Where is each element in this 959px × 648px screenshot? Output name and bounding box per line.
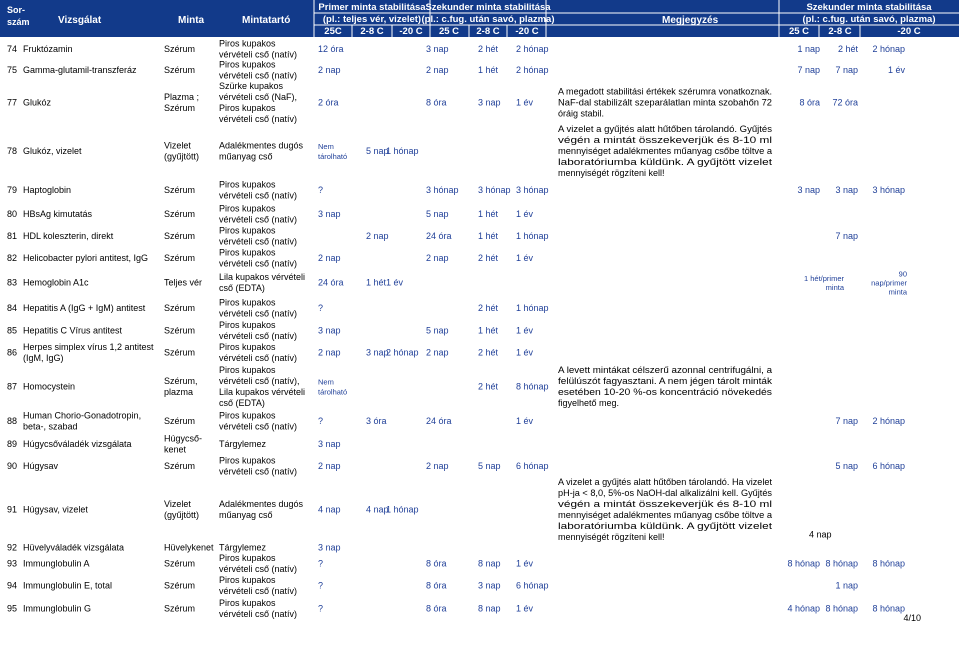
stability-value: 2 nap [426,253,449,263]
sample-type: Szérum [164,580,196,591]
sample-type: Szérum [164,603,196,614]
stability-value: ? [318,185,324,195]
test-name: Glukóz [23,97,52,108]
row-number: 92 [7,542,18,553]
table-row [7,39,905,60]
stability-value: 2 nap [318,347,341,358]
table-row [7,434,341,455]
sample-container: vérvételi cső (natív) [219,308,298,319]
stability-value: 2 óra [318,97,339,108]
sample-container: Adalékmentes dugós [219,140,304,151]
sample-container: műanyag cső [219,510,273,520]
test-name: Fruktózamin [23,44,73,54]
test-name: Hemoglobin A1c [23,277,89,288]
test-name: Immunglobulin E, total [23,580,113,591]
stability-value: 2 nap [426,65,449,75]
stability-value: 12 óra [318,44,344,54]
stability-value: 1 év [516,416,534,426]
table-row [7,411,905,432]
sample-container: Piros kupakos [219,365,276,375]
stability-value: 1 év [516,603,534,614]
stability-value: 2 hét [478,303,499,313]
secondary-stability-value: 4 nap [809,529,832,540]
table-header [0,0,959,37]
stability-value: 2 nap [318,253,341,263]
stability-value: 3 nap [478,97,501,108]
remark-text: mennyiségét rögzíteni kell! [558,532,665,542]
header-minta: Minta [178,15,205,26]
sample-container: Piros kupakos [219,410,276,421]
secondary-stability-value: 8 hónap [872,603,905,614]
table-row [7,60,905,81]
stability-value: 8 hónap [516,381,549,392]
stability-value: 2 hónap [386,347,419,358]
sample-container: vérvételi cső (natív) [219,353,298,363]
remark-text: mennyiséget adalékmentes műanyag csőbe töltve a [558,510,772,520]
table-row [7,477,832,542]
header-temp-szekunder2: -20 C [897,26,921,37]
row-number: 95 [7,603,18,614]
sample-container: vérvételi cső (natív) [219,70,298,81]
stability-value: 8 óra [426,97,447,108]
sample-type: Vizelet [164,140,191,151]
stability-value: 3 nap [426,44,449,54]
remark-text: A megadott stabilitási értékek szérumra vonatkoznak. [558,86,772,97]
remark-text: NaF-dal stabilizált szeparálatlan minta szobahőn 72 [558,97,772,108]
sample-container: vérvételi cső (natív), [219,376,300,386]
secondary-stability-value: 8 hónap [825,603,858,614]
row-number: 77 [7,97,18,108]
header-vizsgalat: Vizsgálat [58,15,102,26]
header-primer-sub: (pl.: teljes vér, vizelet) [322,14,422,25]
stability-value: tárolható [318,152,348,161]
stability-value: 3 óra [366,416,387,426]
secondary-stability-value: 6 hónap [872,461,905,471]
test-name: Helicobacter pylori antitest, IgG [23,253,149,263]
stability-value: 1 hét [478,65,499,75]
stability-value: 1 év [386,277,404,288]
sample-container: Piros kupakos [219,455,276,466]
sample-container: Szürke kupakos [219,81,284,91]
row-number: 94 [7,580,18,591]
remark-text: laboratóriumba küldünk. A gyűjtött vizelet [558,521,773,531]
stability-value: 4 nap [318,504,341,515]
test-name: Hepatitis A (IgG + IgM) antitest [23,303,146,313]
sample-container: vérvételi cső (natív) [219,114,298,124]
secondary-stability-value: 2 hónap [872,44,905,54]
sample-container: Piros kupakos [219,342,276,352]
test-name: Homocystein [23,381,76,392]
sample-container: Piros kupakos [219,203,276,214]
stability-value: 3 nap [366,347,389,358]
stability-value: 1 év [516,209,534,219]
header-mintatarto: Mintatartó [242,15,291,26]
sample-container: Piros kupakos [219,225,276,236]
sample-type: Szérum [164,303,196,313]
remark-text: A vizelet a gyűjtés alatt hűtőben tárolandó. Gyűjtés [558,124,773,134]
header-temp-primer: 2-8 C [360,26,384,37]
header-temp-szekunder1: -20 C [515,26,539,37]
sample-type: Szérum [164,65,196,75]
stability-value: 1 hónap [386,146,419,156]
secondary-stability-value: 90 [898,269,907,279]
stability-value: 1 hét [478,231,499,241]
table-row [7,543,341,553]
sample-type: Hüvelykenet [164,542,214,553]
remark-text: óráig stabil. [558,108,605,119]
remark-text: pH-ja < 8,0, 5%-os NaOH-dal alkalizálni kell. Gyűjtés [558,488,773,498]
stability-value: Nem [318,142,334,151]
sample-container: vérvételi cső (natív) [219,331,298,341]
remark-text: A levett mintákat célszerű azonnal centrifugálni, a [558,365,772,375]
secondary-stability-value: 1 nap [797,44,820,54]
stability-value: 24 óra [426,416,452,426]
stability-value: 3 nap [318,209,341,219]
sample-container: Piros kupakos [219,247,276,258]
sample-container: vérvételi cső (natív) [219,609,298,619]
secondary-stability-value: 1 nap [835,580,858,591]
stability-value: 1 hónap [516,231,549,241]
row-number: 83 [7,277,18,288]
table-row [7,270,908,297]
table-row [7,365,773,408]
sample-type: Szérum [164,325,196,336]
stability-value: 2 hónap [516,44,549,54]
stability-value: 8 nap [478,558,501,569]
stability-value: 2 hét [478,347,499,358]
sample-type: (gyűjtött) [164,510,200,520]
test-name: Haptoglobin [23,185,72,195]
row-number: 93 [7,558,18,569]
stability-value: 5 nap [426,325,449,336]
sample-type: Szérum [164,185,196,195]
sample-type: Szérum [164,461,196,471]
secondary-stability-value: 8 óra [799,97,820,108]
stability-value: 8 nap [478,603,501,614]
stability-value: 24 óra [318,277,344,288]
sample-type: Szérum [164,44,196,54]
sample-container: Piros kupakos [219,38,276,49]
stability-value: 1 év [516,253,534,263]
stability-value: 6 hónap [516,461,549,471]
sample-type: Húgycső- [164,433,203,444]
sample-type: kenet [164,444,187,455]
sample-container: vérvételi cső (natív) [219,236,298,247]
test-name: Húgycsőváladék vizsgálata [23,439,132,449]
sample-container: Piros kupakos [219,320,276,330]
header-temp-primer: 25C [324,26,342,37]
sample-container: Piros kupakos [219,598,276,608]
header-temp-szekunder2: 25 C [788,26,810,37]
header-szekunder1-sub: (pl.: c.fug. után savó, plazma) [421,14,555,25]
row-number: 82 [7,253,18,263]
sample-container: cső (EDTA) [219,398,265,408]
table-row [7,553,905,574]
header-primer-title: Primer minta stabilitása [318,2,426,13]
stability-value: 3 nap [318,542,341,553]
header-sorszam-2: szám [7,17,30,27]
stability-value: 6 hónap [516,580,549,591]
remark-text: esetében 10-20 %-os koncentráció növekedés [558,387,773,397]
table-row [7,342,534,363]
header-temp-szekunder1: 2-8 C [476,26,500,37]
row-number: 75 [7,65,18,75]
test-name: Glukóz, vizelet [23,146,82,156]
stability-value: 2 nap [318,65,341,75]
remark-text: figyelhető meg. [558,398,620,408]
sample-type: Szérum, [164,376,198,386]
sample-container: Piros kupakos [219,553,276,563]
sample-container: műanyag cső [219,151,273,162]
stability-value: ? [318,303,324,313]
table-row [7,180,905,201]
header-temp-szekunder2: 2-8 C [828,26,852,37]
stability-value: 5 nap [366,146,389,156]
stability-value: ? [318,416,324,426]
row-number: 91 [7,504,18,515]
sample-container: Piros kupakos [219,59,276,70]
row-number: 78 [7,146,18,156]
sample-type: (gyűjtött) [164,151,200,162]
sample-container: Lila kupakos vérvételi [219,272,306,282]
stability-value: 1 hónap [516,303,549,313]
table-row [7,598,905,619]
secondary-stability-value: 5 nap [835,461,858,471]
secondary-stability-value: 1 hét/primer [803,274,844,283]
test-name: beta-, szabad [23,421,78,432]
stability-value: 2 hét [478,381,499,392]
table-row [7,226,858,247]
row-number: 79 [7,185,18,195]
stability-value: 8 óra [426,558,447,569]
stability-value: Nem [318,377,334,387]
test-name: Gamma-glutamil-transzferáz [23,65,137,75]
row-number: 88 [7,416,18,426]
test-name: Human Chorio-Gonadotropin, [23,410,142,421]
stability-value: 1 év [516,347,534,358]
secondary-stability-value: 7 nap [835,65,858,75]
secondary-stability-value: 7 nap [797,65,820,75]
remark-text: végén a mintát összekeverjük és 8-10 ml [558,135,772,145]
test-name: Immunglobulin A [23,558,90,569]
secondary-stability-value: 7 nap [835,231,858,241]
stability-value: 1 év [516,558,534,569]
sample-container: vérvételi cső (natív) [219,49,298,60]
secondary-stability-value: 3 nap [835,185,858,195]
secondary-stability-value: minta [888,287,907,297]
secondary-stability-value: 8 hónap [787,558,820,569]
sample-container: vérvételi cső (natív) [219,214,298,225]
secondary-stability-value: 2 hónap [872,416,905,426]
stability-value: 1 hét [478,325,499,336]
secondary-stability-value: 1 év [887,65,905,75]
stability-value: 8 óra [426,603,447,614]
sample-container: vérvételi cső (natív) [219,564,298,574]
sample-container: cső (EDTA) [219,283,265,293]
stability-value: 3 nap [478,580,501,591]
test-name: Húgysav [23,461,59,471]
stability-value: 24 óra [426,231,452,241]
sample-type: Szérum [164,558,196,569]
stability-value: 3 nap [318,439,341,449]
stability-value: 5 nap [478,461,501,471]
row-number: 90 [7,461,18,471]
sample-type: Teljes vér [164,277,203,288]
stability-value: 1 év [516,325,534,336]
sample-container: vérvételi cső (natív) [219,586,298,596]
stability-value: 2 nap [366,231,389,241]
sample-type: Szérum [164,253,196,263]
remark-text: felülúszót fagyasztani. A nem jégen tárolt minták [558,376,773,386]
secondary-stability-value: 2 hét [837,44,858,54]
sample-container: Piros kupakos [219,297,276,308]
row-number: 74 [7,44,18,54]
test-name: Immunglobulin G [23,603,92,614]
table-row [7,320,534,341]
test-name: Hüvelyváladék vizsgálata [23,542,125,553]
stability-value: 3 hónap [516,185,549,195]
sample-type: plazma [164,387,194,397]
header-temp-szekunder1: 25 C [438,26,460,37]
table-row [7,204,534,225]
test-name: Hepatitis C Vírus antitest [23,325,123,336]
stability-value: 2 nap [426,347,449,358]
secondary-stability-value: 3 hónap [872,185,905,195]
remark-text: A vizelet a gyűjtés alatt hűtőben tárolandó. Ha vizelet [558,477,773,487]
sample-container: vérvételi cső (natív) [219,421,298,432]
sample-type: Vizelet [164,499,191,509]
row-number: 86 [7,347,18,358]
test-name: (IgM, IgG) [23,353,64,363]
table-row [7,124,773,178]
remark-text: végén a mintát összekeverjük és 8-10 ml [558,499,772,509]
secondary-stability-value: 3 nap [797,185,820,195]
stability-value: 1 hónap [386,504,419,515]
sample-container: Piros kupakos [219,179,276,190]
sample-container: Adalékmentes dugós [219,499,304,509]
sample-type: Szérum [164,231,196,241]
sample-type: Plazma ; [164,92,200,102]
remark-text: laboratóriumba küldünk. A gyűjtött vizelet [558,157,773,167]
table-body [7,39,908,620]
stability-value: 1 év [516,97,534,108]
test-name: HBsAg kimutatás [23,209,93,219]
sample-type: Szérum [164,103,196,113]
sample-container: vérvételi cső (natív) [219,258,298,269]
stability-value: ? [318,558,324,569]
table-row [7,456,905,477]
row-number: 81 [7,231,18,241]
row-number: 89 [7,439,18,449]
stability-value: 2 hét [478,44,499,54]
stability-value: 2 nap [426,461,449,471]
secondary-stability-value: 7 nap [835,416,858,426]
sample-container: Piros kupakos [219,103,276,113]
test-name: HDL koleszterin, direkt [23,231,114,241]
stability-value: 8 óra [426,580,447,591]
test-name: Herpes simplex vírus 1,2 antitest [23,342,154,352]
sample-container: vérvételi cső (NaF), [219,92,298,102]
stability-value: 3 nap [318,325,341,336]
secondary-stability-value: 4 hónap [787,603,820,614]
header-megjegyzes: Megjegyzés [662,15,719,26]
row-number: 80 [7,209,18,219]
secondary-stability-value: nap/primer [871,278,907,288]
stability-value: 3 hónap [426,185,459,195]
sample-container: vérvételi cső (natív) [219,466,298,477]
stability-value: ? [318,580,324,591]
stability-value: 2 nap [318,461,341,471]
page-number: 4/10 [903,613,921,623]
row-number: 85 [7,325,18,336]
row-number: 87 [7,381,18,392]
table-row [7,81,858,124]
stability-value: 1 hét [478,209,499,219]
stability-value: ? [318,603,324,614]
stability-value: 5 nap [426,209,449,219]
sample-container: vérvételi cső (natív) [219,190,298,201]
stability-value: 2 hét [478,253,499,263]
table-row [7,575,858,596]
header-szekunder1-title: Szekunder minta stabilitása [425,2,551,13]
header-szekunder2-title: Szekunder minta stabilitása [806,2,932,13]
table-row [7,248,534,269]
secondary-stability-value: 72 óra [832,97,858,108]
header-sorszam-1: Sor- [7,5,25,15]
stability-value: 1 hét [366,277,387,288]
header-szekunder2-sub: (pl.: c.fug. után savó, plazma) [802,14,936,25]
sample-container: Tárgylemez [219,542,267,553]
secondary-stability-value: 8 hónap [872,558,905,569]
secondary-stability-value: minta [825,283,844,292]
stability-value: 4 nap [366,504,389,515]
sample-type: Szérum [164,209,196,219]
sample-type: Szérum [164,347,196,358]
stability-value: 3 hónap [478,185,511,195]
remark-text: mennyiségét rögzíteni kell! [558,168,665,178]
sample-container: Lila kupakos vérvételi [219,387,306,397]
table-row [7,298,549,319]
test-name: Húgysav, vizelet [23,504,88,515]
stability-value: 2 hónap [516,65,549,75]
row-number: 84 [7,303,18,313]
stability-value: tárolható [318,387,348,397]
header-temp-primer: -20 C [399,26,423,37]
secondary-stability-value: 8 hónap [825,558,858,569]
remark-text: mennyiséget adalékmentes műanyag csőbe töltve a [558,146,772,156]
sample-type: Szérum [164,416,196,426]
sample-container: Piros kupakos [219,575,276,585]
sample-container: Tárgylemez [219,439,267,449]
